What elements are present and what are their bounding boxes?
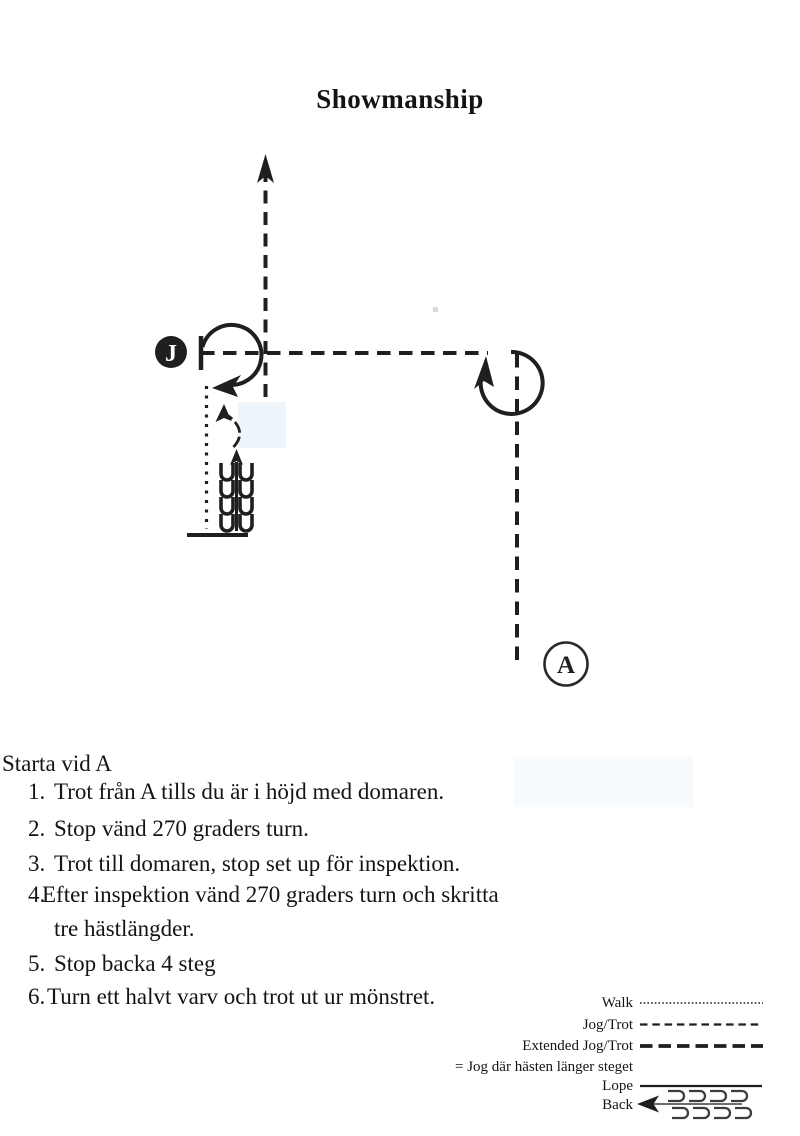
instruction-item — [28, 983, 435, 1011]
instruction-item — [28, 815, 309, 843]
instructions-intro: Starta vid A — [2, 751, 112, 776]
item-text: Trot till domaren, stop set up för inspektion. — [54, 851, 461, 876]
item-number: 4. — [28, 882, 46, 907]
item-text: Efter inspektion vänd 270 graders turn och skritta — [42, 882, 499, 907]
scan-artifact-dot — [433, 307, 438, 312]
page-title: Showmanship — [316, 84, 484, 114]
legend-label-lope: Lope — [602, 1078, 633, 1094]
scan-artifact-patch — [238, 402, 286, 448]
item-number: 6. — [28, 984, 46, 1009]
turn-270-corner-arrowhead-icon — [474, 356, 494, 389]
item-number: 3. — [28, 851, 46, 876]
legend-label-extended-note: = Jog där hästen länger steget — [455, 1059, 633, 1075]
item-text: Stop vänd 270 graders turn. — [54, 816, 309, 841]
scan-artifact-patch — [513, 757, 693, 807]
instruction-item — [28, 850, 460, 878]
legend-label-extended-jog-trot: Extended Jog/Trot — [522, 1038, 633, 1054]
legend-back-symbol-icon — [637, 1091, 751, 1118]
item-number: 2. — [28, 816, 46, 841]
instruction-item-continuation: tre hästlängder. — [54, 916, 195, 941]
item-number: 5. — [28, 951, 46, 976]
legend-label-jog-trot: Jog/Trot — [582, 1016, 633, 1033]
instruction-item — [28, 881, 499, 909]
item-text: Trot från A tills du är i höjd med domaren. — [54, 779, 445, 804]
start-marker-label: A — [556, 652, 576, 679]
instruction-item — [28, 778, 444, 806]
walk-curved-arrowhead-icon — [216, 404, 232, 422]
item-number: 1. — [28, 779, 46, 804]
judge-marker-label: J — [165, 341, 177, 367]
instruction-item — [28, 950, 216, 978]
item-text: Stop backa 4 steg — [54, 951, 216, 976]
legend-label-back: Back — [602, 1097, 633, 1113]
item-text: Turn ett halvt varv och trot ut ur mönstret. — [47, 984, 436, 1009]
legend-label-walk: Walk — [601, 995, 633, 1011]
